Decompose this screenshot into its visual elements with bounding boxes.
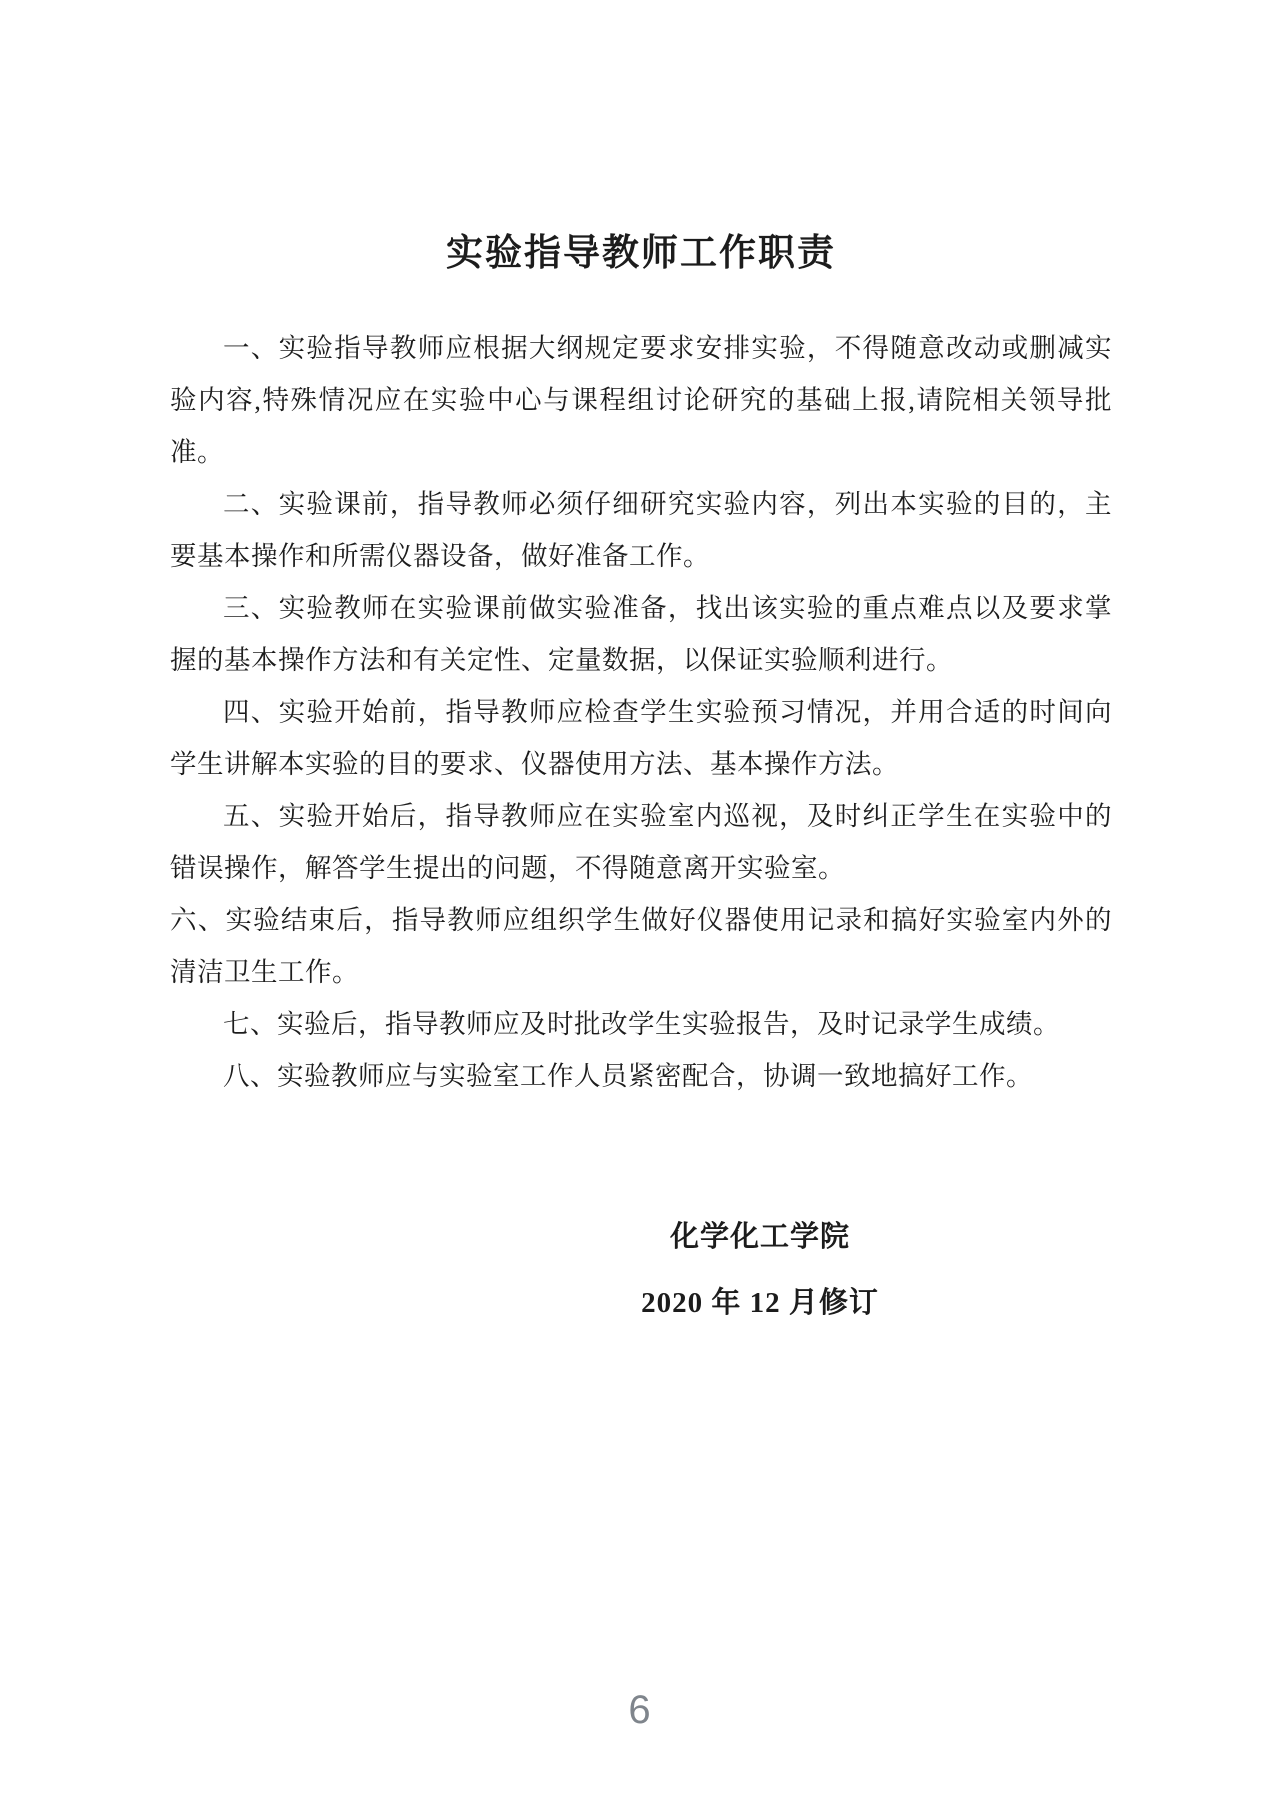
document-content: [170, 222, 1112, 1336]
page-number: 6: [628, 1688, 651, 1732]
signature-block: [595, 1204, 925, 1336]
paragraph-7: 七、实验后，指导教师应及时批改学生实验报告，及时记录学生成绩。: [223, 1009, 1060, 1039]
paragraph-6: 六、实验结束后，指导教师应组织学生做好仪器使用记录和搞好实验室内外的清洁卫生工作。: [170, 905, 1112, 987]
paragraph-4: 四、实验开始前，指导教师应检查学生实验预习情况，并用合适的时间向学生讲解本实验的目的要求、仪器使用方法、基本操作方法。: [170, 697, 1112, 779]
paragraph-8: 八、实验教师应与实验室工作人员紧密配合，协调一致地搞好工作。: [223, 1061, 1033, 1091]
paragraph-2: 二、实验课前，指导教师必须仔细研究实验内容，列出本实验的目的，主要基本操作和所需仪器设备，做好准备工作。: [170, 489, 1112, 571]
paragraph-1: 一、实验指导教师应根据大纲规定要求安排实验，不得随意改动或删减实验内容,特殊情况应在实验中心与课程组讨论研究的基础上报,请院相关领导批准。: [170, 333, 1112, 467]
revision-date: 2020 年 12 月修订: [641, 1287, 879, 1319]
paragraph-5: 五、实验开始后，指导教师应在实验室内巡视，及时纠正学生在实验中的错误操作，解答学生提出的问题，不得随意离开实验室。: [170, 801, 1112, 883]
signature-department: 化学化工学院: [669, 1221, 850, 1253]
paragraph-3: 三、实验教师在实验课前做实验准备，找出该实验的重点难点以及要求掌握的基本操作方法和有关定性、定量数据，以保证实验顺利进行。: [170, 593, 1112, 675]
page-title: 实验指导教师工作职责: [446, 233, 836, 274]
